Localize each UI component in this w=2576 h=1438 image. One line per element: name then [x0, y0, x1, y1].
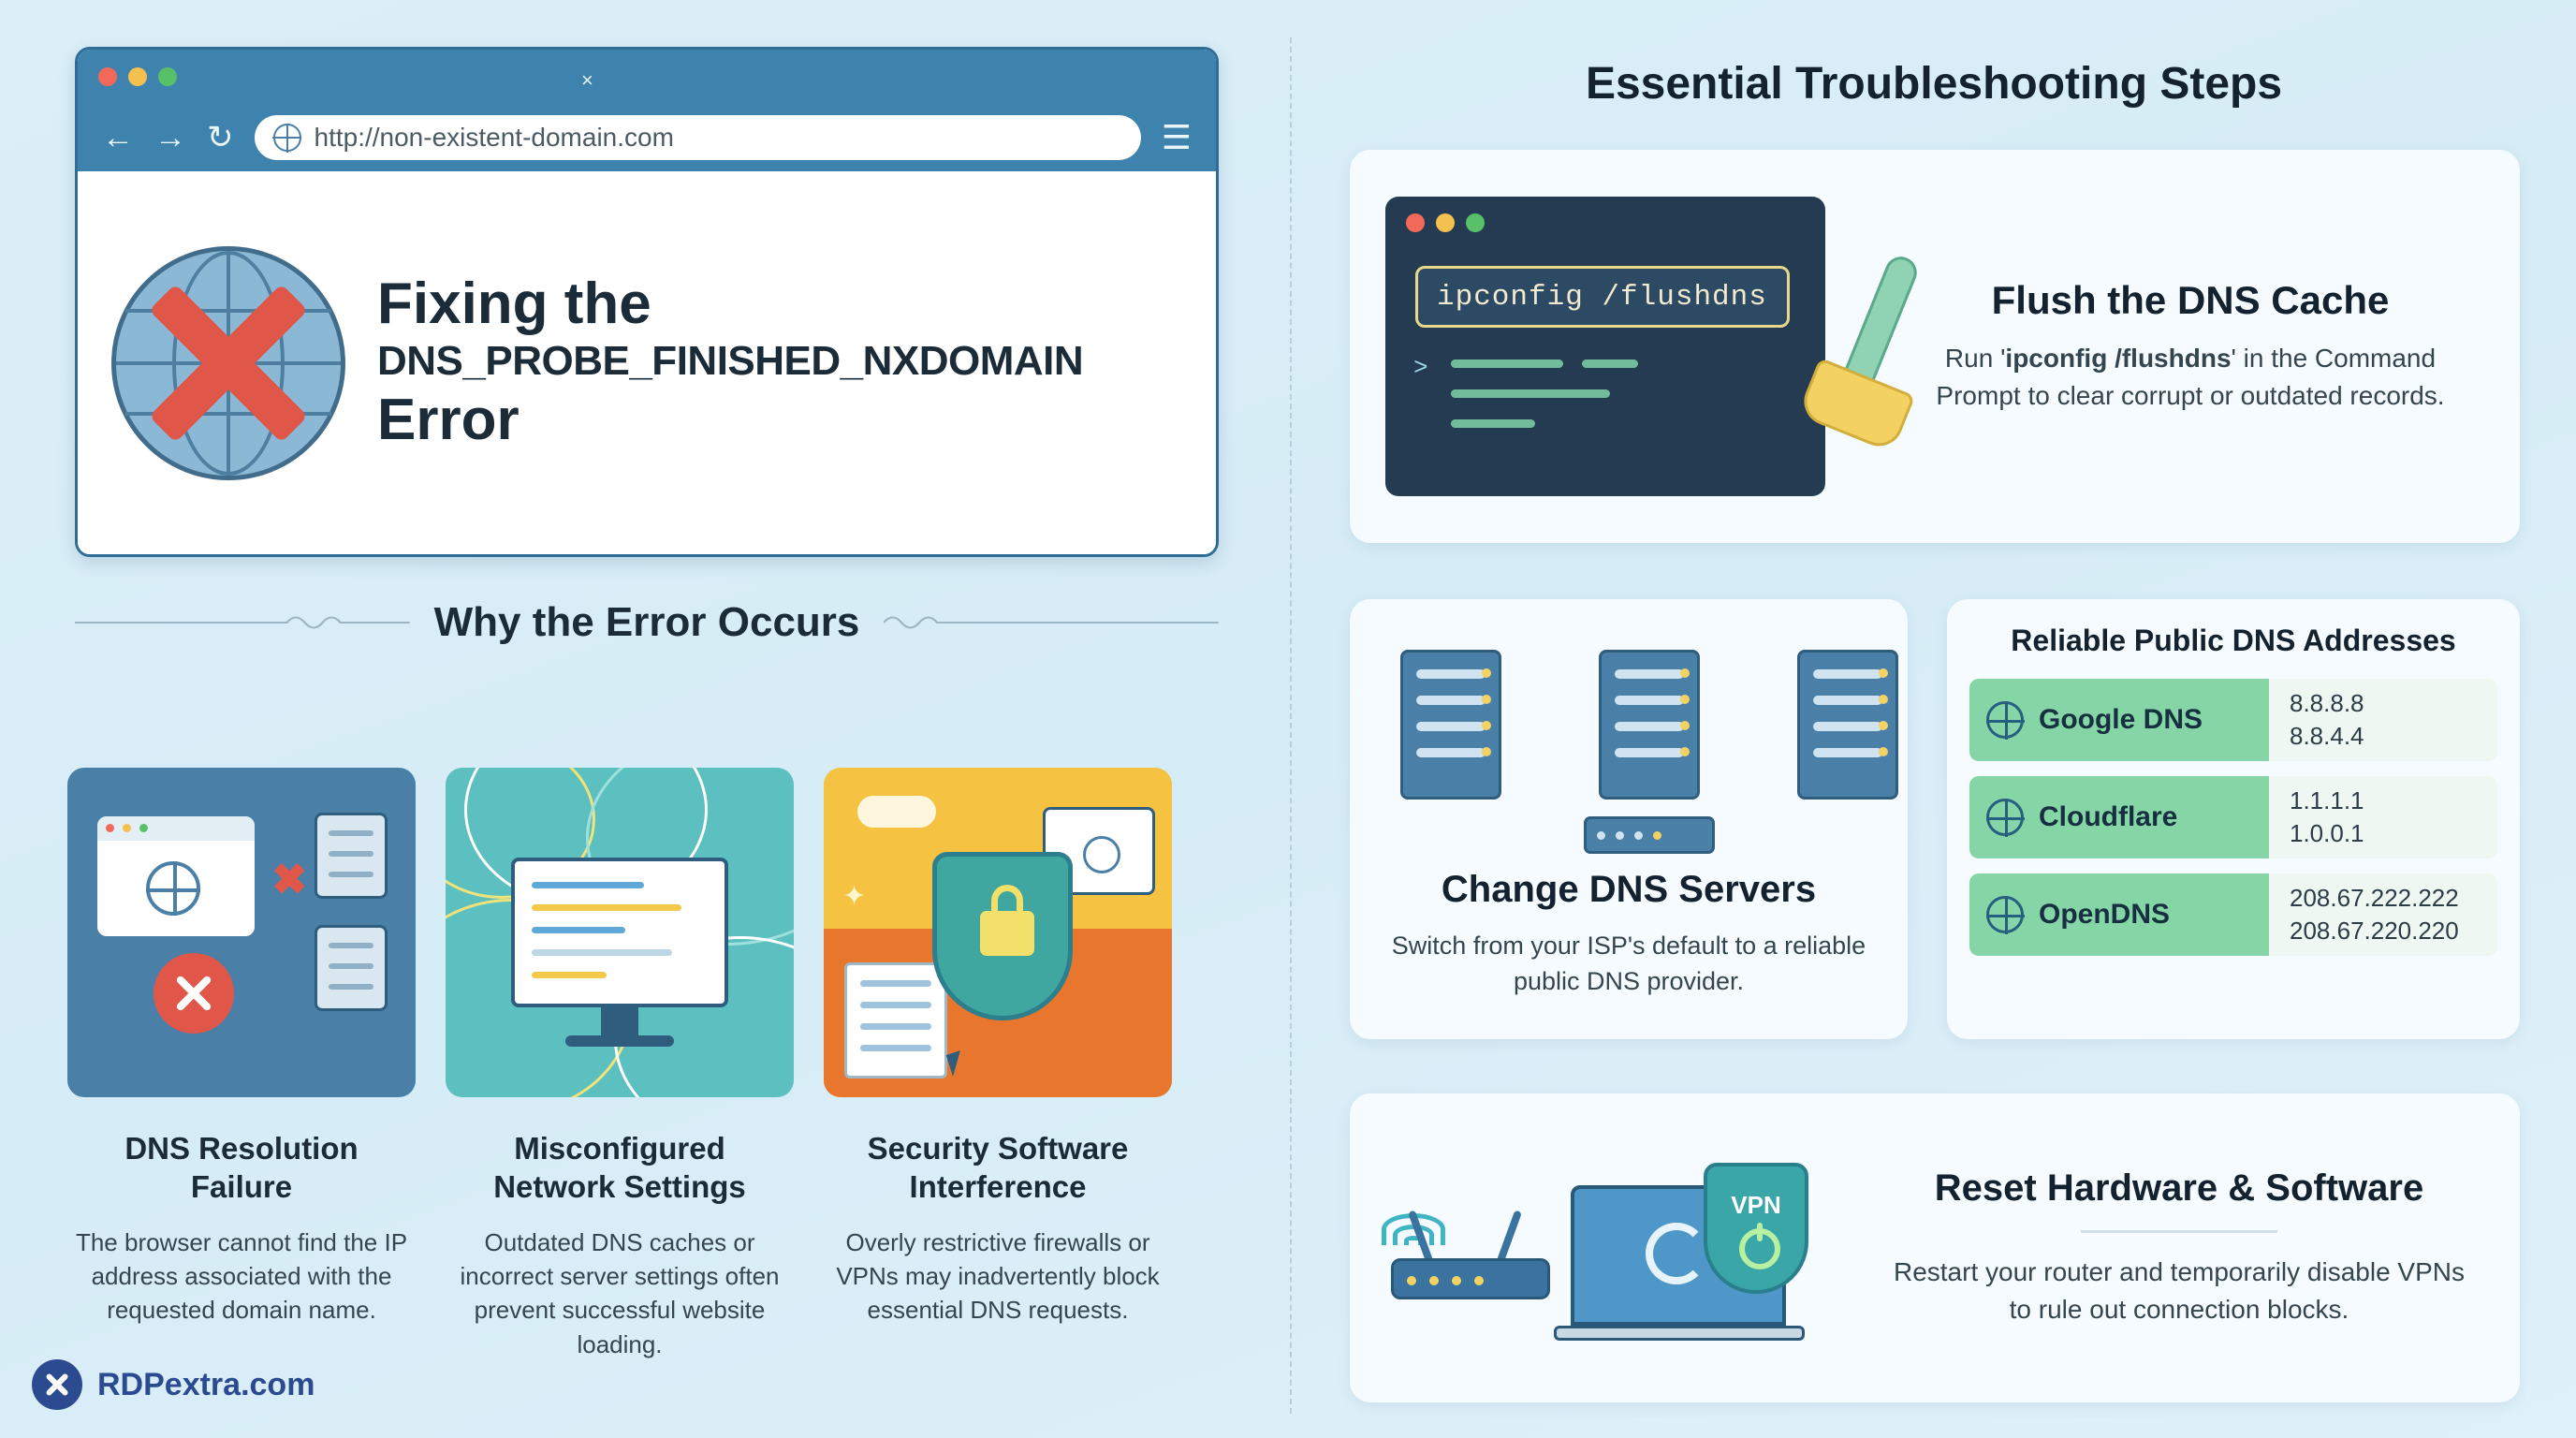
- dns-provider-addresses: [2269, 687, 2364, 753]
- window-minimize-dot[interactable]: [128, 67, 147, 86]
- cause-card-title: Security Software Interference: [867, 1131, 1129, 1205]
- x-mark-icon: [130, 265, 327, 462]
- brand-logo-icon: [32, 1359, 82, 1410]
- dns-resolution-illustration: ✖: [67, 768, 416, 1097]
- flush-dns-title: Flush the DNS Cache: [1991, 278, 2390, 323]
- flush-dns-command-inline: ipconfig /flushdns: [2005, 344, 2232, 374]
- terminal-command-box: [1415, 266, 1790, 328]
- globe-icon: [1986, 701, 2024, 739]
- menu-icon[interactable]: ☰: [1161, 118, 1192, 156]
- reset-hardware-panel: [1350, 1093, 2520, 1402]
- divider-rule: [2081, 1230, 2277, 1233]
- router-laptop-illustration: [1374, 1131, 1823, 1365]
- cause-card-text: The browser cannot find the IP address associated with the requested domain name.: [75, 1227, 408, 1325]
- cause-card-title: DNS Resolution Failure: [124, 1131, 359, 1205]
- vpn-label: VPN: [1731, 1191, 1781, 1219]
- dns-ip-primary: 208.67.222.222: [2290, 883, 2459, 912]
- cause-card-title: Misconfigured Network Settings: [493, 1131, 746, 1205]
- reset-title: Reset Hardware & Software: [1934, 1167, 2424, 1210]
- network-settings-illustration: [446, 768, 794, 1097]
- dns-provider-name: Cloudflare: [2039, 801, 2178, 832]
- change-dns-panel: [1350, 599, 1908, 1039]
- security-software-illustration: ✦: [824, 768, 1172, 1097]
- globe-icon: [273, 124, 301, 152]
- terminal-illustration: ipconfig /flushdns >: [1385, 197, 1825, 496]
- change-dns-description: Switch from your ISP's default to a reliable public DNS provider.: [1391, 932, 1866, 996]
- browser-tab[interactable]: [312, 57, 686, 104]
- dns-provider-row: [1969, 679, 2497, 761]
- cause-card: [446, 768, 794, 1361]
- dns-provider-addresses: [2269, 785, 2364, 850]
- globe-error-icon: [111, 246, 345, 480]
- title-line-1: Fixing the: [377, 271, 651, 337]
- reset-text-block: [1880, 1167, 2479, 1328]
- why-section-title: Why the Error Occurs: [433, 599, 860, 645]
- page-title: [377, 273, 1182, 451]
- address-bar[interactable]: [255, 115, 1141, 160]
- reset-description: Restart your router and temporarily disable VPNs to rule out connection blocks.: [1893, 1257, 2466, 1324]
- right-column: [1292, 0, 2576, 1438]
- shield-icon: [932, 852, 1073, 1020]
- browser-toolbar: [78, 104, 1216, 171]
- dns-provider-name: Google DNS: [2039, 704, 2203, 735]
- dns-ip-secondary: 208.67.220.220: [2290, 917, 2459, 945]
- globe-icon: [1986, 799, 2024, 836]
- tab-close-icon[interactable]: ×: [581, 68, 593, 92]
- cause-card-text: Outdated DNS caches or incorrect server settings often prevent successful website loading.: [460, 1227, 780, 1358]
- dns-ip-primary: 1.1.1.1: [2290, 785, 2364, 814]
- broom-icon: [1778, 253, 1956, 477]
- browser-content: [78, 171, 1216, 554]
- address-bar-url: http://non-existent-domain.com: [314, 123, 674, 152]
- reload-icon[interactable]: ↻: [207, 120, 234, 155]
- back-icon[interactable]: ←: [102, 120, 134, 155]
- cause-card-text: Overly restrictive firewalls or VPNs may inadvertently block essential DNS requests.: [836, 1227, 1160, 1325]
- squiggle-left: [75, 612, 410, 633]
- steps-heading: Essential Troubleshooting Steps: [1585, 59, 2283, 109]
- flush-dns-text-block: [1928, 278, 2452, 415]
- terminal-command-text: ipconfig /flushdns: [1437, 280, 1767, 314]
- window-maximize-dot[interactable]: [158, 67, 177, 86]
- public-dns-title: Reliable Public DNS Addresses: [2011, 624, 2456, 657]
- power-icon: [1739, 1228, 1780, 1269]
- brand-footer: [32, 1359, 315, 1410]
- window-close-dot[interactable]: [98, 67, 117, 86]
- cause-card: [67, 768, 416, 1361]
- browser-window-mockup: [75, 47, 1219, 557]
- dns-provider-row: [1969, 776, 2497, 858]
- dns-ip-secondary: 1.0.0.1: [2290, 819, 2364, 847]
- flush-dns-panel: [1350, 150, 2520, 543]
- dns-provider-addresses: [2269, 882, 2459, 947]
- dns-ip-secondary: 8.8.4.4: [2290, 722, 2364, 750]
- title-line-3: Error: [377, 387, 520, 452]
- router-icon: [1391, 1258, 1550, 1299]
- globe-icon: [1986, 896, 2024, 933]
- title-line-2: DNS_PROBE_FINISHED_NXDOMAIN: [377, 338, 1084, 385]
- dns-provider-name: OpenDNS: [2039, 899, 2171, 930]
- public-dns-panel: [1947, 599, 2520, 1039]
- cause-cards: [67, 768, 1228, 1361]
- forward-icon[interactable]: →: [154, 120, 186, 155]
- squiggle-right: [884, 612, 1219, 633]
- brand-name: RDPextra.com: [97, 1366, 315, 1402]
- why-section-header: [75, 599, 1219, 646]
- refresh-icon: [1646, 1223, 1707, 1284]
- cause-card: [824, 768, 1172, 1361]
- change-dns-title: Change DNS Servers: [1441, 869, 1817, 910]
- dns-provider-row: [1969, 873, 2497, 956]
- dns-ip-primary: 8.8.8.8: [2290, 688, 2364, 717]
- vpn-shield-icon: [1704, 1163, 1808, 1294]
- flush-dns-description: Run 'ipconfig /flushdns' in the Command Prompt to clear corrupt or outdated records.: [1936, 344, 2445, 410]
- servers-illustration: [1374, 633, 1883, 820]
- browser-tabbar: [78, 50, 1216, 104]
